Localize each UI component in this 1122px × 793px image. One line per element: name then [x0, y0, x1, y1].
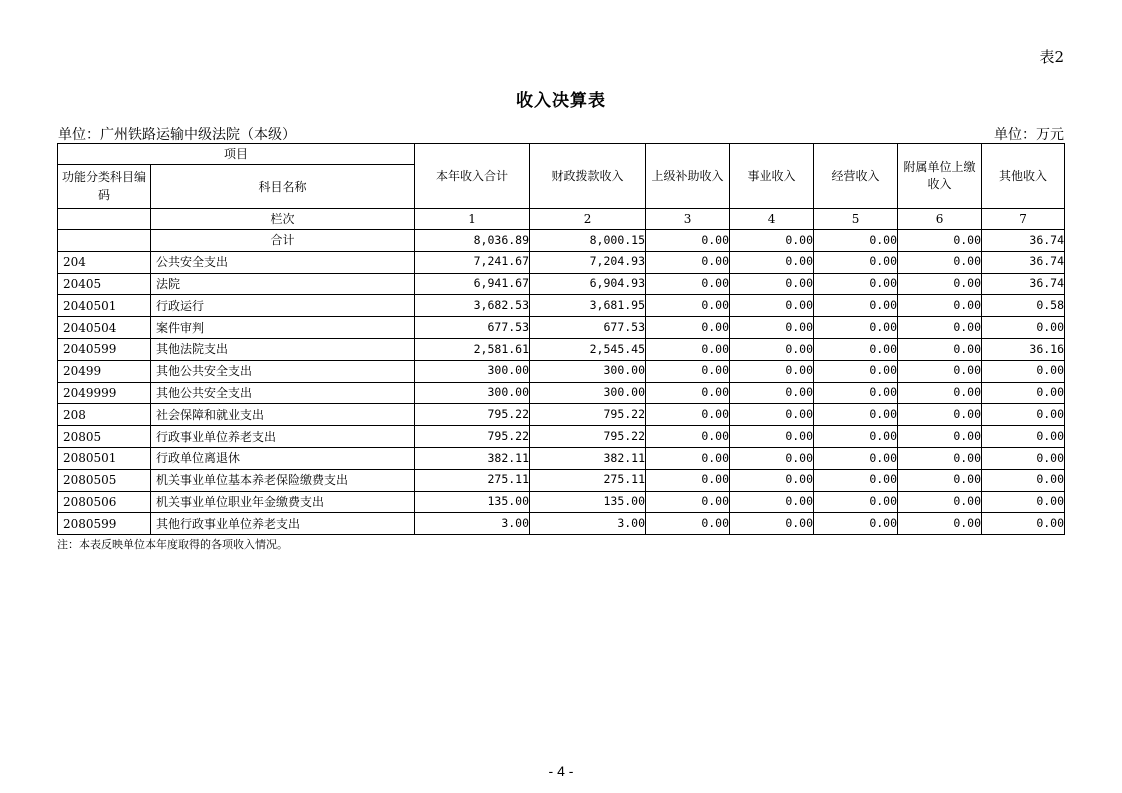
row-value-col-3: 0.00 — [646, 491, 730, 513]
row-value-col-1: 795.22 — [415, 426, 530, 448]
footnote: 注：本表反映单位本年度取得的各项收入情况。 — [57, 538, 288, 551]
header-code: 功能分类科目编码 — [58, 165, 151, 209]
row-value-col-2: 135.00 — [530, 491, 646, 513]
header-col-4: 事业收入 — [730, 144, 814, 209]
header-col-5: 经营收入 — [814, 144, 898, 209]
row-code: 2049999 — [58, 382, 151, 404]
row-value-col-3: 0.00 — [646, 251, 730, 273]
row-value-col-2: 6,904.93 — [530, 273, 646, 295]
page-number: - 4 - — [548, 763, 574, 779]
row-value-col-4: 0.00 — [730, 273, 814, 295]
table-row — [58, 295, 1065, 317]
row-value-col-6: 0.00 — [898, 338, 982, 360]
row-value-col-6: 0.00 — [898, 491, 982, 513]
table-row — [58, 469, 1065, 491]
row-value-col-7: 0.00 — [982, 447, 1065, 469]
row-value-col-2: 300.00 — [530, 382, 646, 404]
row-value-col-4: 0.00 — [730, 513, 814, 535]
header-col-7: 其他收入 — [982, 144, 1065, 209]
row-name: 其他公共安全支出 — [151, 360, 415, 382]
header-col-6: 附属单位上缴收入 — [898, 144, 982, 209]
table-row — [58, 273, 1065, 295]
row-code: 2080501 — [58, 447, 151, 469]
row-value-col-6: 0.00 — [898, 447, 982, 469]
row-name: 机关事业单位职业年金缴费支出 — [151, 491, 415, 513]
header-row-lanci — [58, 209, 1065, 230]
header-col-2: 财政拨款收入 — [530, 144, 646, 209]
row-code: 2080505 — [58, 469, 151, 491]
row-value-col-2: 3,681.95 — [530, 295, 646, 317]
row-value-col-3: 0.00 — [646, 513, 730, 535]
row-value-col-4: 0.00 — [730, 491, 814, 513]
row-value-col-2: 3.00 — [530, 513, 646, 535]
row-value-col-7: 0.00 — [982, 426, 1065, 448]
row-value-col-4: 0.00 — [730, 338, 814, 360]
row-value-col-5: 0.00 — [814, 447, 898, 469]
row-name: 案件审判 — [151, 317, 415, 339]
row-value-col-6: 0.00 — [898, 317, 982, 339]
table-row — [58, 447, 1065, 469]
row-value-col-2: 2,545.45 — [530, 338, 646, 360]
row-code: 204 — [58, 251, 151, 273]
col-number-1: 1 — [415, 209, 530, 230]
row-value-col-4: 0.00 — [730, 360, 814, 382]
table-row — [58, 426, 1065, 448]
row-value-col-4: 0.00 — [730, 404, 814, 426]
row-value-col-1: 135.00 — [415, 491, 530, 513]
row-value-col-6: 0.00 — [898, 360, 982, 382]
row-value-col-1: 3,682.53 — [415, 295, 530, 317]
row-value-col-6: 0.00 — [898, 404, 982, 426]
row-value-col-2: 7,204.93 — [530, 251, 646, 273]
row-value-col-3: 0.00 — [646, 230, 730, 252]
row-value-col-7: 0.00 — [982, 382, 1065, 404]
row-value-col-4: 0.00 — [730, 469, 814, 491]
row-code: 2040504 — [58, 317, 151, 339]
row-name: 法院 — [151, 273, 415, 295]
row-value-col-4: 0.00 — [730, 295, 814, 317]
row-value-col-5: 0.00 — [814, 382, 898, 404]
row-value-col-5: 0.00 — [814, 295, 898, 317]
row-name: 行政单位离退休 — [151, 447, 415, 469]
row-value-col-1: 3.00 — [415, 513, 530, 535]
row-value-col-7: 36.16 — [982, 338, 1065, 360]
row-code: 208 — [58, 404, 151, 426]
row-value-col-5: 0.00 — [814, 404, 898, 426]
row-code: 2040599 — [58, 338, 151, 360]
col-number-4: 4 — [730, 209, 814, 230]
row-value-col-1: 382.11 — [415, 447, 530, 469]
col-number-6: 6 — [898, 209, 982, 230]
header-name: 科目名称 — [151, 165, 415, 209]
row-value-col-3: 0.00 — [646, 338, 730, 360]
row-value-col-7: 36.74 — [982, 251, 1065, 273]
header-row-project — [58, 144, 1065, 165]
col-number-7: 7 — [982, 209, 1065, 230]
row-value-col-3: 0.00 — [646, 317, 730, 339]
row-code: 2080506 — [58, 491, 151, 513]
row-value-col-7: 36.74 — [982, 230, 1065, 252]
row-value-col-3: 0.00 — [646, 295, 730, 317]
row-value-col-5: 0.00 — [814, 273, 898, 295]
row-value-col-4: 0.00 — [730, 426, 814, 448]
row-code: 2040501 — [58, 295, 151, 317]
row-value-col-5: 0.00 — [814, 251, 898, 273]
row-code: 2080599 — [58, 513, 151, 535]
row-value-col-6: 0.00 — [898, 469, 982, 491]
row-value-col-1: 795.22 — [415, 404, 530, 426]
row-value-col-2: 300.00 — [530, 360, 646, 382]
row-value-col-3: 0.00 — [646, 273, 730, 295]
row-name: 合计 — [151, 230, 415, 252]
header-col-3: 上级补助收入 — [646, 144, 730, 209]
income-table — [57, 143, 1065, 535]
row-value-col-1: 8,036.89 — [415, 230, 530, 252]
row-value-col-3: 0.00 — [646, 360, 730, 382]
table-row — [58, 513, 1065, 535]
table-row — [58, 317, 1065, 339]
table-row — [58, 404, 1065, 426]
header-project: 项目 — [58, 144, 415, 165]
row-value-col-1: 6,941.67 — [415, 273, 530, 295]
row-value-col-2: 677.53 — [530, 317, 646, 339]
row-value-col-1: 300.00 — [415, 360, 530, 382]
row-value-col-7: 0.00 — [982, 404, 1065, 426]
row-value-col-3: 0.00 — [646, 404, 730, 426]
lanci-empty — [58, 209, 151, 230]
unit-left-label: 单位：广州铁路运输中级法院（本级） — [58, 127, 296, 143]
table-row — [58, 230, 1065, 252]
row-value-col-4: 0.00 — [730, 251, 814, 273]
row-value-col-3: 0.00 — [646, 469, 730, 491]
row-value-col-2: 795.22 — [530, 426, 646, 448]
row-value-col-7: 0.00 — [982, 513, 1065, 535]
row-value-col-2: 795.22 — [530, 404, 646, 426]
row-value-col-6: 0.00 — [898, 513, 982, 535]
table-row — [58, 491, 1065, 513]
row-value-col-6: 0.00 — [898, 295, 982, 317]
row-value-col-7: 0.00 — [982, 469, 1065, 491]
row-value-col-6: 0.00 — [898, 426, 982, 448]
header-col-1: 本年收入合计 — [415, 144, 530, 209]
row-name: 行政事业单位养老支出 — [151, 426, 415, 448]
row-value-col-3: 0.00 — [646, 447, 730, 469]
row-code — [58, 230, 151, 252]
row-value-col-1: 7,241.67 — [415, 251, 530, 273]
row-value-col-5: 0.00 — [814, 426, 898, 448]
row-name: 其他公共安全支出 — [151, 382, 415, 404]
row-value-col-2: 275.11 — [530, 469, 646, 491]
row-value-col-5: 0.00 — [814, 469, 898, 491]
table-row — [58, 382, 1065, 404]
row-value-col-3: 0.00 — [646, 426, 730, 448]
row-name: 社会保障和就业支出 — [151, 404, 415, 426]
header-lanci: 栏次 — [151, 209, 415, 230]
row-value-col-5: 0.00 — [814, 338, 898, 360]
row-value-col-7: 0.00 — [982, 360, 1065, 382]
page-title: 收入决算表 — [516, 91, 606, 111]
row-value-col-7: 0.00 — [982, 491, 1065, 513]
table-row — [58, 251, 1065, 273]
row-value-col-5: 0.00 — [814, 317, 898, 339]
row-name: 机关事业单位基本养老保险缴费支出 — [151, 469, 415, 491]
col-number-3: 3 — [646, 209, 730, 230]
row-name: 行政运行 — [151, 295, 415, 317]
row-name: 其他行政事业单位养老支出 — [151, 513, 415, 535]
row-value-col-2: 382.11 — [530, 447, 646, 469]
row-value-col-7: 0.58 — [982, 295, 1065, 317]
row-value-col-5: 0.00 — [814, 230, 898, 252]
row-value-col-4: 0.00 — [730, 447, 814, 469]
row-value-col-1: 300.00 — [415, 382, 530, 404]
col-number-5: 5 — [814, 209, 898, 230]
table-row — [58, 338, 1065, 360]
row-value-col-1: 677.53 — [415, 317, 530, 339]
unit-right-label: 单位：万元 — [994, 127, 1064, 143]
row-value-col-7: 36.74 — [982, 273, 1065, 295]
row-value-col-7: 0.00 — [982, 317, 1065, 339]
row-value-col-4: 0.00 — [730, 230, 814, 252]
row-code: 20405 — [58, 273, 151, 295]
row-value-col-1: 2,581.61 — [415, 338, 530, 360]
row-value-col-6: 0.00 — [898, 273, 982, 295]
row-value-col-2: 8,000.15 — [530, 230, 646, 252]
row-value-col-6: 0.00 — [898, 251, 982, 273]
col-number-2: 2 — [530, 209, 646, 230]
table-row — [58, 360, 1065, 382]
row-value-col-6: 0.00 — [898, 230, 982, 252]
row-name: 公共安全支出 — [151, 251, 415, 273]
row-name: 其他法院支出 — [151, 338, 415, 360]
row-value-col-6: 0.00 — [898, 382, 982, 404]
row-value-col-5: 0.00 — [814, 513, 898, 535]
row-value-col-1: 275.11 — [415, 469, 530, 491]
row-value-col-4: 0.00 — [730, 317, 814, 339]
row-value-col-3: 0.00 — [646, 382, 730, 404]
row-code: 20499 — [58, 360, 151, 382]
row-value-col-5: 0.00 — [814, 360, 898, 382]
row-value-col-5: 0.00 — [814, 491, 898, 513]
row-code: 20805 — [58, 426, 151, 448]
table-label: 表2 — [1039, 48, 1064, 66]
row-value-col-4: 0.00 — [730, 382, 814, 404]
